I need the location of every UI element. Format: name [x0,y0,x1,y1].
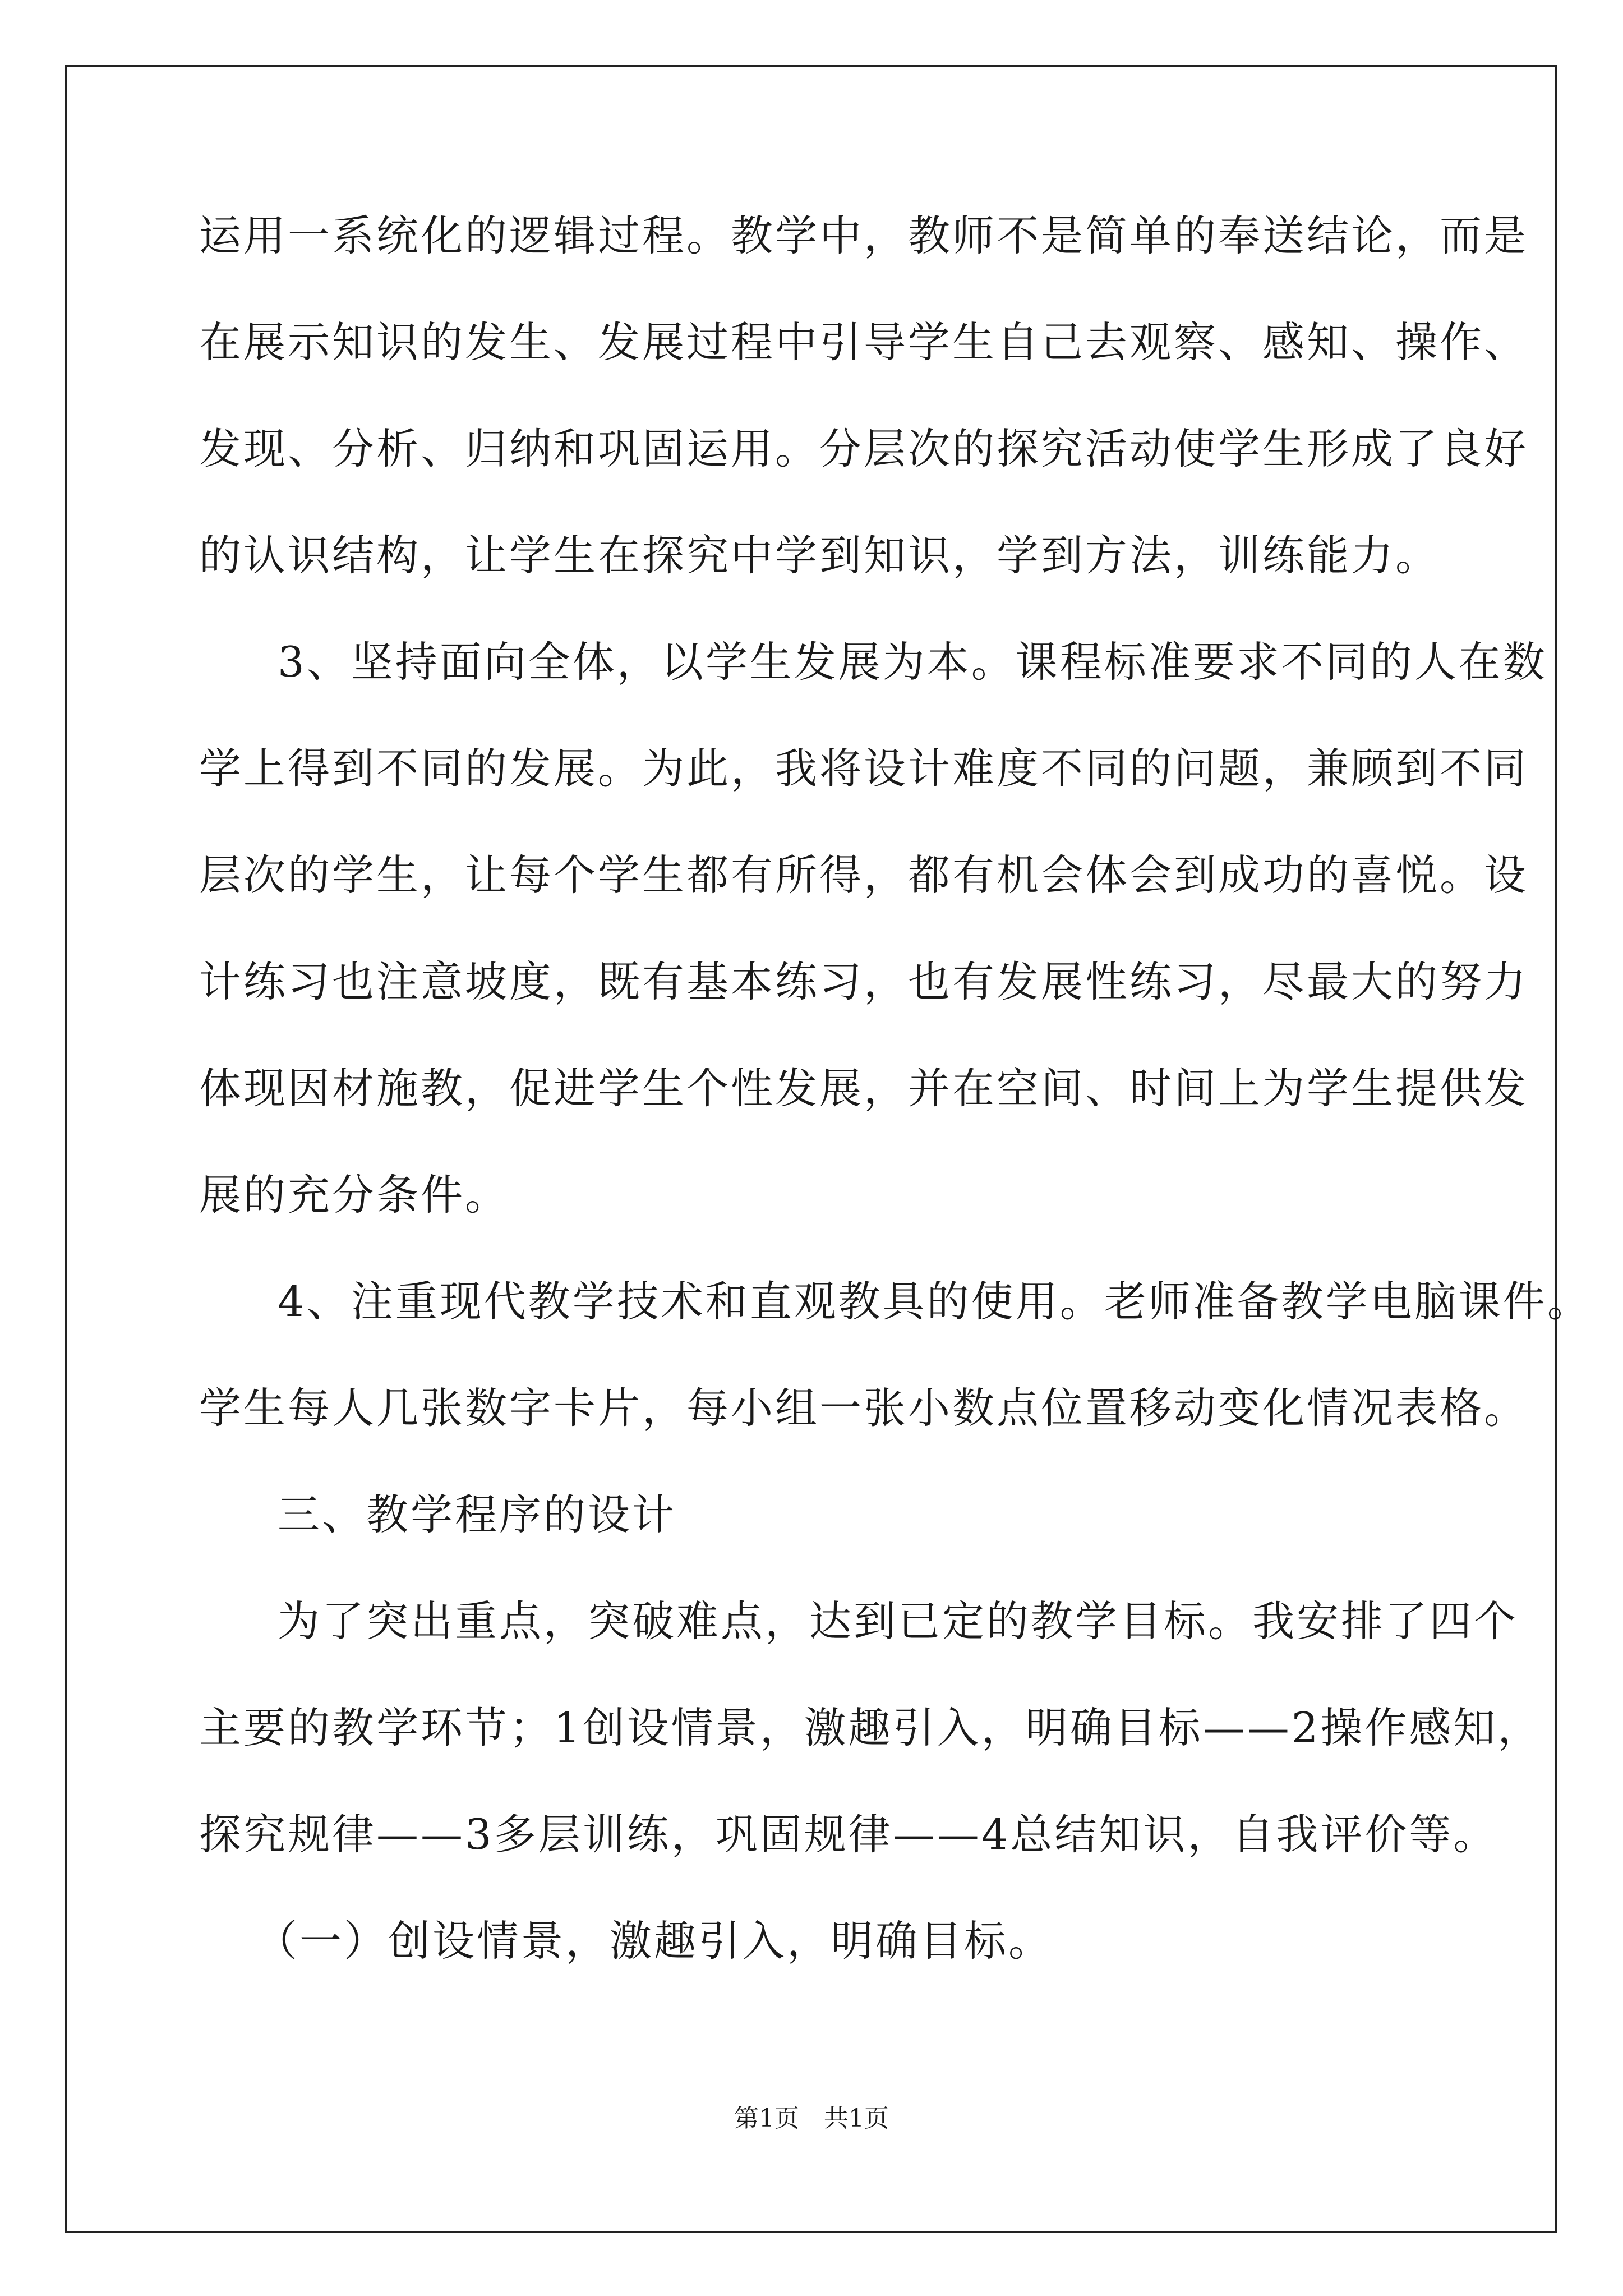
paragraph-first-line: 为了突出重点，突破难点，达到已定的教学目标。我安排了四个 [278,1596,1519,1646]
text-line: 主要的教学环节；1创设情景，激趣引入，明确目标——2操作感知， [199,1703,1542,1752]
subsection-heading: （一）创设情景，激趣引入，明确目标。 [255,1916,1053,1966]
text-line: 的认识结构，让学生在探究中学到知识，学到方法，训练能力。 [199,531,1440,580]
text-line: 发现、分析、归纳和巩固运用。分层次的探究活动使学生形成了良好 [199,424,1529,473]
text-line: 在展示知识的发生、发展过程中引导学生自己去观察、感知、操作、 [199,318,1529,367]
text-line: 学生每人几张数字卡片，每小组一张小数点位置移动变化情况表格。 [199,1383,1529,1433]
text-line: 计练习也注意坡度，既有基本练习，也有发展性练习，尽最大的努力 [199,957,1529,1006]
section-heading: 三、教学程序的设计 [278,1490,677,1539]
text-line: 探究规律——3多层训练，巩固规律——4总结知识，自我评价等。 [199,1810,1498,1859]
text-line: 学上得到不同的发展。为此，我将设计难度不同的问题，兼顾到不同 [199,744,1529,793]
paragraph-first-line: 4、注重现代教学技术和直观教具的使用。老师准备教学电脑课件。 [278,1277,1592,1326]
text-line: 层次的学生，让每个学生都有所得，都有机会体会到成功的喜悦。设 [199,850,1529,900]
text-line: 展的充分条件。 [199,1170,510,1220]
paragraph-first-line: 3、坚持面向全体，以学生发展为本。课程标准要求不同的人在数 [278,637,1547,687]
text-line: 运用一系统化的逻辑过程。教学中，教师不是简单的奉送结论，而是 [199,211,1529,260]
page-number: 第1页 共1页 [734,2104,889,2133]
text-line: 体现因材施教，促进学生个性发展，并在空间、时间上为学生提供发 [199,1064,1529,1113]
